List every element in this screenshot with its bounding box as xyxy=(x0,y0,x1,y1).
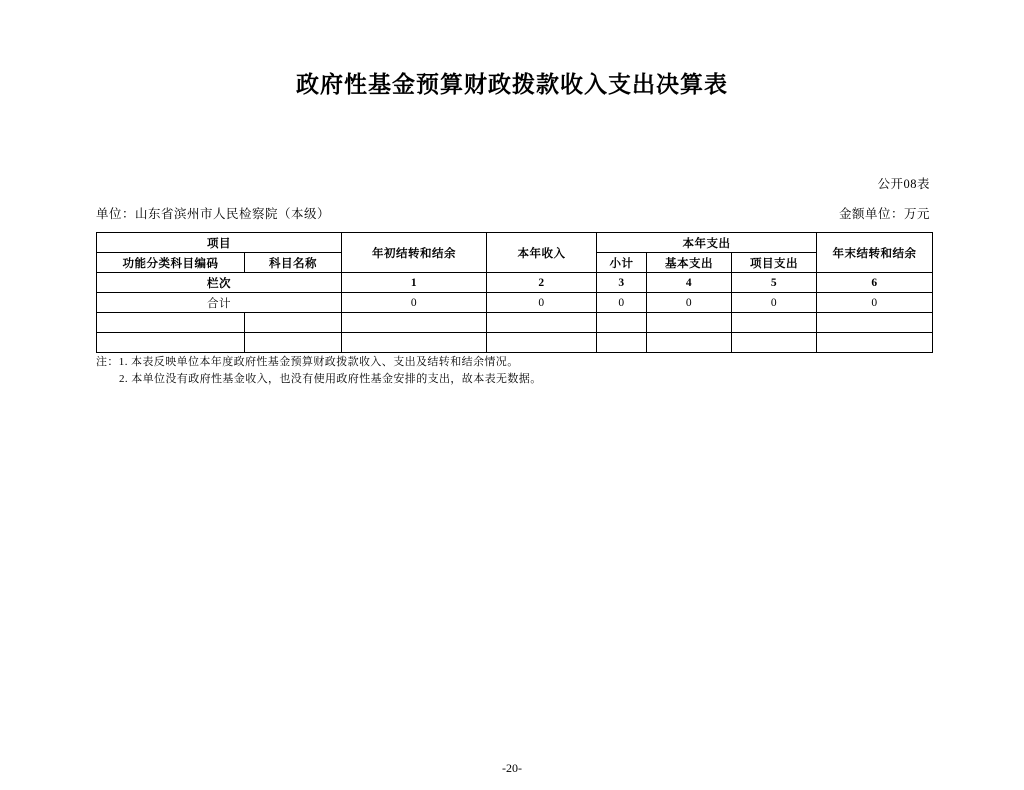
cell-project-expense xyxy=(732,333,817,353)
header-function-code: 功能分类科目编码 xyxy=(97,253,245,273)
meta-row xyxy=(96,204,930,222)
cell-begin-balance xyxy=(342,313,487,333)
cell-function-code xyxy=(97,313,245,333)
cell-basic-expense xyxy=(647,313,732,333)
header-subject-name: 科目名称 xyxy=(245,253,342,273)
cell-subtotal xyxy=(597,333,647,353)
cell-begin-balance: 0 xyxy=(342,293,487,313)
cell-subtotal xyxy=(597,313,647,333)
cell-basic-expense: 0 xyxy=(647,293,732,313)
column-index-5: 5 xyxy=(732,273,817,293)
header-subtotal: 小计 xyxy=(597,253,647,273)
cell-end-balance xyxy=(817,333,933,353)
cell-subtotal: 0 xyxy=(597,293,647,313)
header-year-expense-group: 本年支出 xyxy=(597,233,817,253)
header-begin-balance: 年初结转和结余 xyxy=(342,233,487,273)
header-basic-expense: 基本支出 xyxy=(647,253,732,273)
note-line-1: 注：1. 本表反映单位本年度政府性基金预算财政拨款收入、支出及结转和结余情况。 xyxy=(96,356,519,368)
cell-year-income xyxy=(487,333,597,353)
table-row xyxy=(97,333,933,353)
column-index-2: 2 xyxy=(487,273,597,293)
note-line-2: 2. 本单位没有政府性基金收入，也没有使用政府性基金安排的支出，故本表无数据。 xyxy=(119,373,542,385)
cell-subject-name xyxy=(245,333,342,353)
header-end-balance: 年末结转和结余 xyxy=(817,233,933,273)
cell-function-code xyxy=(97,333,245,353)
document-page xyxy=(0,66,1024,790)
cell-year-income xyxy=(487,313,597,333)
amount-unit-label: 金额单位：万元 xyxy=(838,207,930,221)
table-row xyxy=(97,313,933,333)
table-header-row-1 xyxy=(97,233,933,253)
cell-end-balance: 0 xyxy=(817,293,933,313)
cell-year-income: 0 xyxy=(487,293,597,313)
budget-table xyxy=(96,232,933,353)
cell-begin-balance xyxy=(342,333,487,353)
table-notes xyxy=(96,354,542,388)
table-column-index-row xyxy=(97,273,933,293)
header-project-expense: 项目支出 xyxy=(732,253,817,273)
column-index-6: 6 xyxy=(817,273,933,293)
column-index-1: 1 xyxy=(342,273,487,293)
column-index-3: 3 xyxy=(597,273,647,293)
header-item-group: 项目 xyxy=(97,233,342,253)
page-title: 政府性基金预算财政拨款收入支出决算表 xyxy=(296,72,728,97)
unit-label: 单位：山东省滨州市人民检察院（本级） xyxy=(96,207,331,221)
cell-project-expense xyxy=(732,313,817,333)
table-row xyxy=(97,293,933,313)
column-index-4: 4 xyxy=(647,273,732,293)
cell-subject-name xyxy=(245,313,342,333)
cell-end-balance xyxy=(817,313,933,333)
row-label-total: 合计 xyxy=(97,293,342,313)
cell-basic-expense xyxy=(647,333,732,353)
header-year-income: 本年收入 xyxy=(487,233,597,273)
sheet-code-label: 公开08表 xyxy=(877,177,930,191)
cell-project-expense: 0 xyxy=(732,293,817,313)
column-index-label: 栏次 xyxy=(97,273,342,293)
page-number: -20- xyxy=(502,761,522,775)
